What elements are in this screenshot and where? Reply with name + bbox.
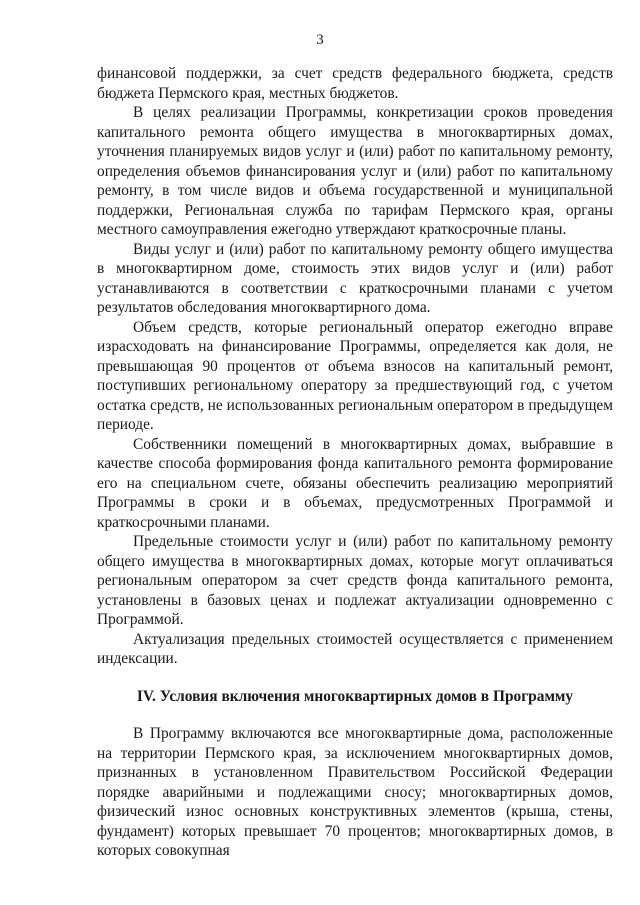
paragraph: Виды услуг и (или) работ по капитальному ремонту общего имущества в многоквартирном доме, стоимость этих видов услуг и (или) работ устанавливаются в соответствии с краткосрочными планами с учетом результатов обследования многоквартирного дома. bbox=[97, 240, 613, 316]
paragraph: Актуализация предельных стоимостей осуществляется с применением индексации. bbox=[97, 630, 613, 667]
paragraph: В Программу включаются все многоквартирные дома, расположенные на территории Пермского края, за исключением многоквартирных домов, признанных в установленном Правительством Российской Федерации порядке аварийными и подлежащими сносу; многоквартирных домов, физический износ основных конструктивных элементов (крыша, стены, фундамент) которых превышает 70 процентов; многоквартирных домов, в которых совокупная bbox=[97, 725, 613, 859]
paragraph: В целях реализации Программы, конкретизации сроков проведения капитального ремонта общего имущества в многоквартирных домах, уточнения планируемых видов услуг и (или) работ по капитальному ремонту, определения объемов финансирования услуг и (или) работ по капитальному ремонту, в том числе видов и объема государственной и муниципальной поддержки, Региональная служба по тарифам Пермского края, органы местного самоуправления ежегодно утверждают краткосрочные планы. bbox=[97, 104, 613, 238]
section-heading: IV. Условия включения многоквартирных домов в Программу bbox=[136, 687, 574, 705]
paragraph: Предельные стоимости услуг и (или) работ по капитальному ремонту общего имущества в многоквартирных домах, которые могут оплачиваться региональным оператором за счет средств фонда капитального ремонта, установлены в базовых ценах и подлежат актуализации одновременно с Программой. bbox=[97, 533, 613, 628]
document-body bbox=[97, 64, 613, 861]
page-number: 3 bbox=[316, 32, 324, 48]
paragraph: Собственники помещений в многоквартирных домах, выбравшие в качестве способа формирования фонда капитального ремонта формирование его на специальном счете, обязаны обеспечить реализацию мероприятий Программы в сроки и в объемах, предусмотренных Программой и краткосрочными планами. bbox=[97, 435, 613, 531]
paragraph: финансовой поддержки, за счет средств федерального бюджета, средств бюджета Пермского края, местных бюджетов. bbox=[97, 65, 613, 102]
paragraph: Объем средств, которые региональный оператор ежегодно вправе израсходовать на финансирование Программы, определяется как доля, не превышающая 90 процентов от объема взносов на капитальный ремонт, поступивших региональному оператору за предшествующий год, с учетом остатка средств, не использованных региональным оператором в предыдущем периоде. bbox=[97, 318, 613, 433]
